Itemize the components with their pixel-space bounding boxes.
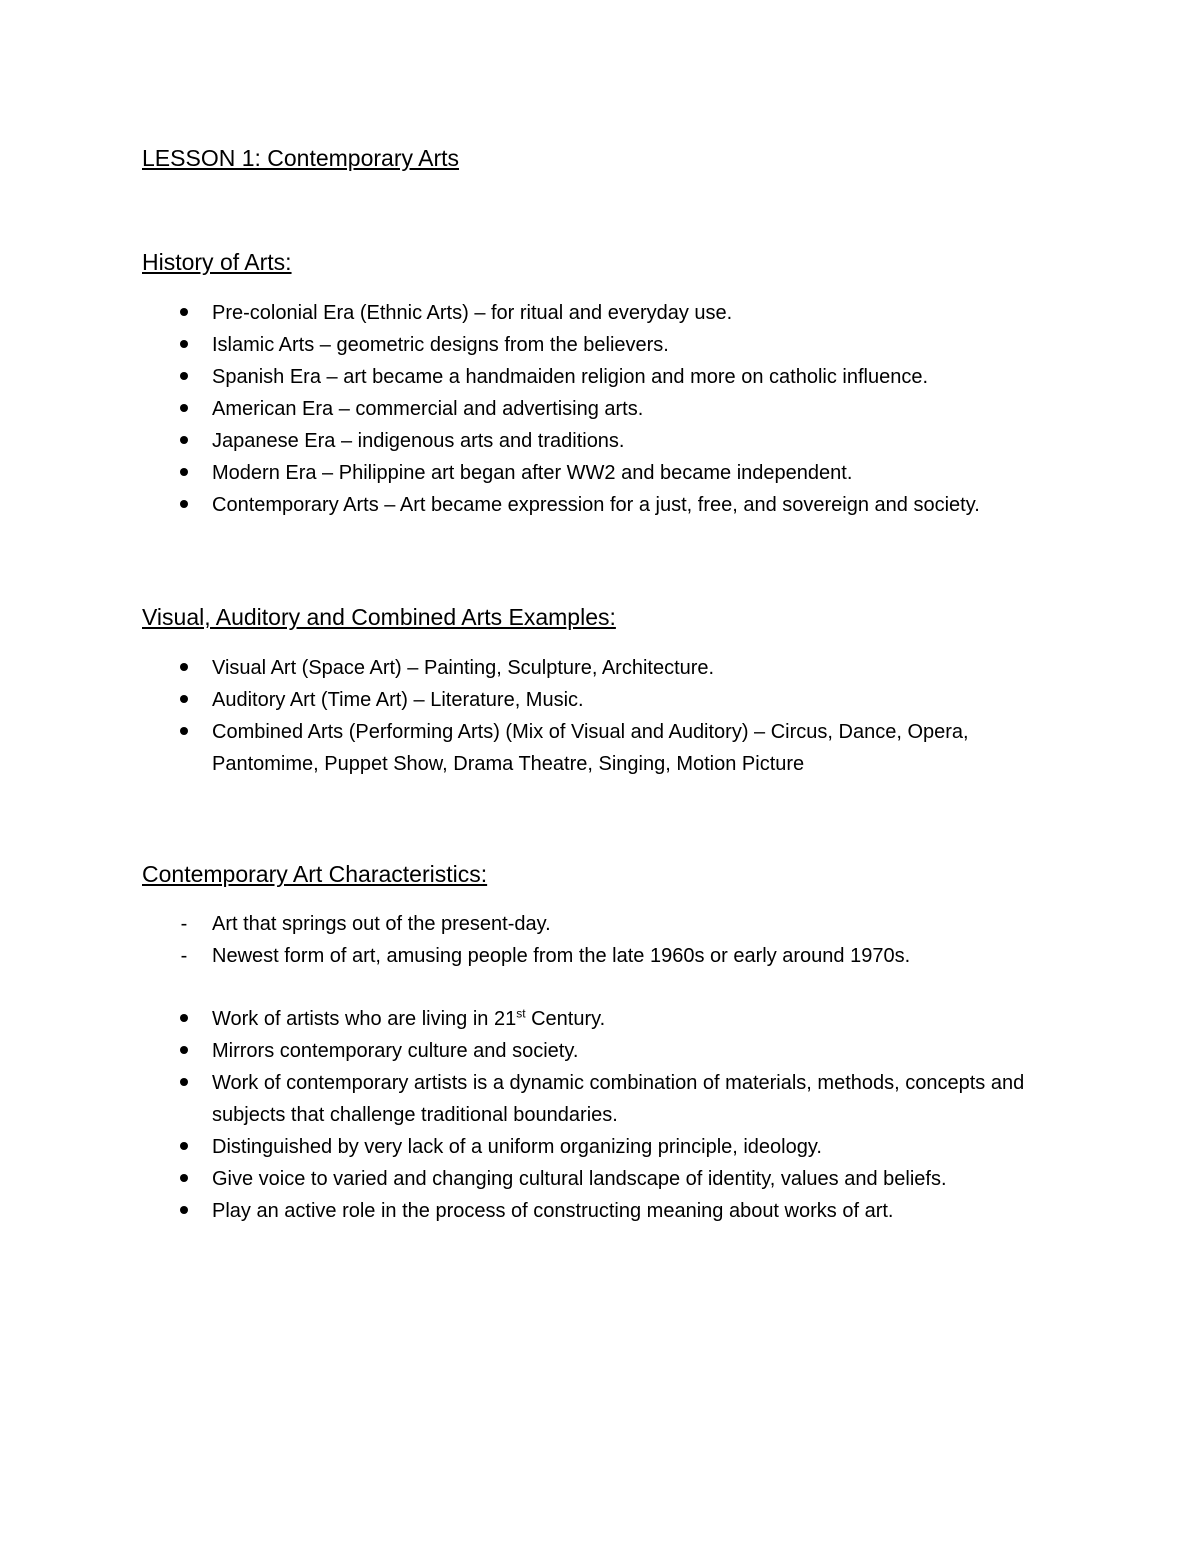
characteristics-heading: Contemporary Art Characteristics: bbox=[142, 861, 488, 887]
list-item: Modern Era – Philippine art began after WW2 and became independent. bbox=[142, 457, 1072, 489]
bullet-icon bbox=[174, 716, 194, 748]
dash-marker: - bbox=[180, 913, 188, 935]
bullet-icon bbox=[174, 457, 194, 489]
list-item: Mirrors contemporary culture and society. bbox=[142, 1035, 1072, 1067]
list-item: Visual Art (Space Art) – Painting, Sculpture, Architecture. bbox=[142, 652, 1072, 684]
bullet-icon bbox=[174, 1003, 194, 1035]
bullet-icon bbox=[174, 297, 194, 329]
list-item: Combined Arts (Performing Arts) (Mix of Visual and Auditory) – Circus, Dance, Opera, Pantomime, Puppet Show, Drama Theatre, Singing, Motion Picture bbox=[142, 716, 1072, 780]
history-heading: History of Arts: bbox=[142, 249, 292, 275]
examples-list bbox=[142, 652, 1072, 780]
bullet-icon bbox=[174, 684, 194, 716]
list-item: Give voice to varied and changing cultural landscape of identity, values and beliefs. bbox=[142, 1163, 1072, 1195]
bullet-icon bbox=[174, 1035, 194, 1067]
list-item: Contemporary Arts – Art became expression for a just, free, and sovereign and society. bbox=[142, 489, 1072, 521]
bullet-icon bbox=[174, 1163, 194, 1195]
bullet-icon bbox=[174, 361, 194, 393]
list-item: American Era – commercial and advertising arts. bbox=[142, 393, 1072, 425]
list-item: Auditory Art (Time Art) – Literature, Music. bbox=[142, 684, 1072, 716]
characteristics-list bbox=[142, 1003, 1072, 1227]
bullet-icon bbox=[174, 329, 194, 361]
list-item: Distinguished by very lack of a uniform organizing principle, ideology. bbox=[142, 1131, 1072, 1163]
list-item: Play an active role in the process of constructing meaning about works of art. bbox=[142, 1195, 1072, 1227]
list-item: Work of artists who are living in 21st Century. bbox=[142, 1003, 1072, 1035]
bullet-icon bbox=[174, 1067, 194, 1099]
bullet-icon bbox=[174, 1131, 194, 1163]
list-item: - Newest form of art, amusing people from the late 1960s or early around 1970s. bbox=[142, 940, 1072, 972]
dash-marker: - bbox=[180, 945, 188, 967]
bullet-icon bbox=[174, 425, 194, 457]
bullet-icon bbox=[174, 1195, 194, 1227]
history-list bbox=[142, 297, 1072, 521]
lesson-title: LESSON 1: Contemporary Arts bbox=[142, 145, 460, 171]
list-item: Japanese Era – indigenous arts and traditions. bbox=[142, 425, 1072, 457]
bullet-icon bbox=[174, 393, 194, 425]
examples-heading: Visual, Auditory and Combined Arts Examples: bbox=[142, 604, 616, 630]
list-item: Islamic Arts – geometric designs from the believers. bbox=[142, 329, 1072, 361]
bullet-icon bbox=[174, 489, 194, 521]
list-item: Pre-colonial Era (Ethnic Arts) – for ritual and everyday use. bbox=[142, 297, 1072, 329]
list-item: Work of contemporary artists is a dynamic combination of materials, methods, concepts and subjects that challenge traditional boundaries. bbox=[142, 1067, 1072, 1131]
characteristics-dash-list bbox=[142, 908, 1072, 972]
list-item: - Art that springs out of the present-day. bbox=[142, 908, 1072, 940]
list-item: Spanish Era – art became a handmaiden religion and more on catholic influence. bbox=[142, 361, 1072, 393]
bullet-icon bbox=[174, 652, 194, 684]
